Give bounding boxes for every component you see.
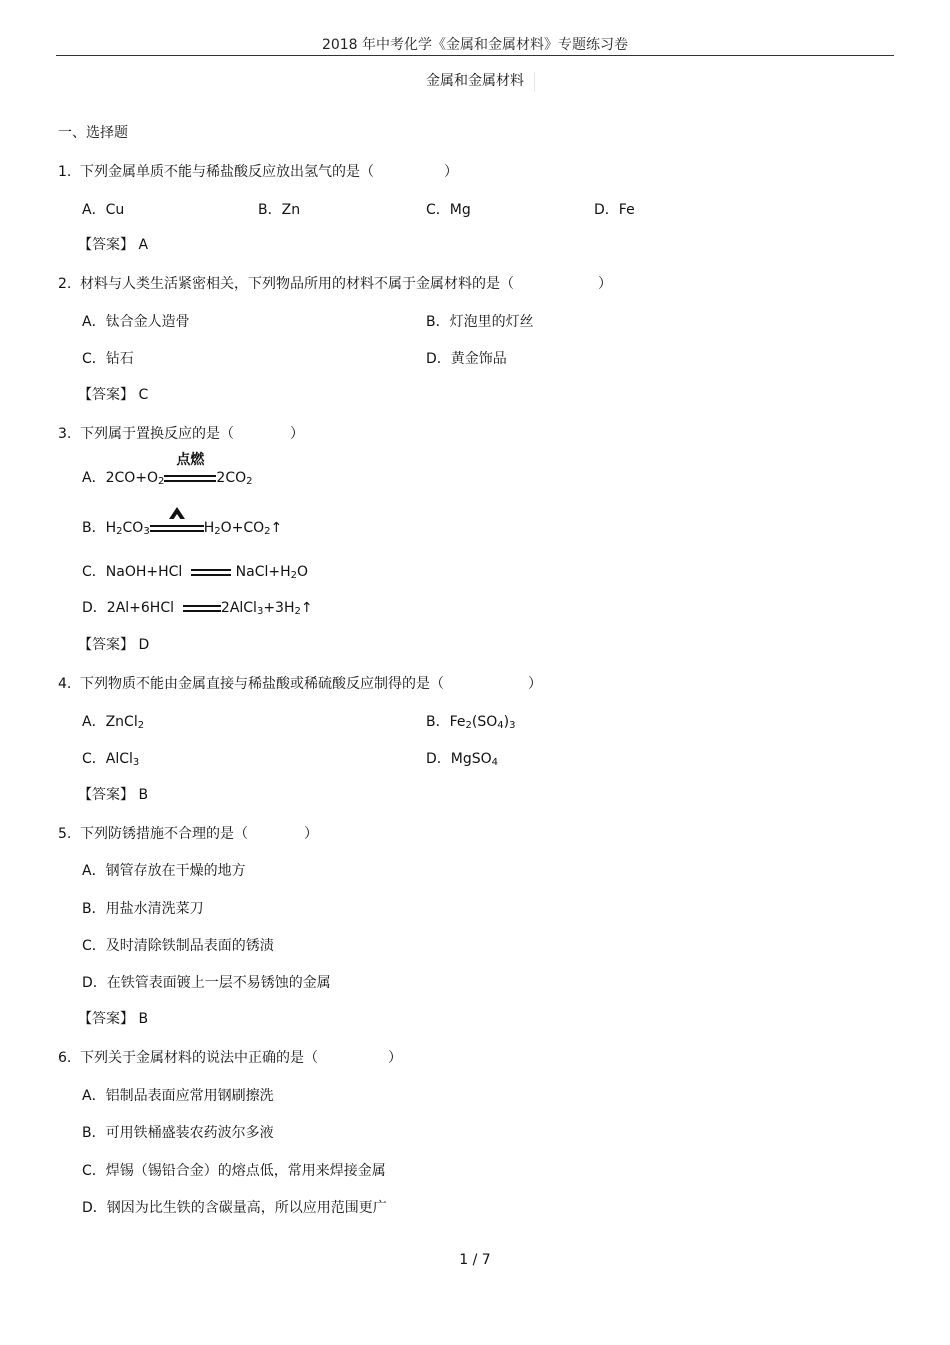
q5-option-d: D．在铁管表面镀上一层不易锈蚀的金属 — [82, 975, 331, 991]
document-subtitle: 金属和金属材料 — [426, 73, 524, 89]
double-line-sign — [164, 475, 216, 482]
question-text: 下列关于金属材料的说法中正确的是（ ） — [80, 1050, 402, 1066]
question-number: 5. — [58, 826, 72, 842]
section-heading: 一、选择题 — [58, 125, 128, 141]
question-2 — [58, 277, 612, 291]
q1-option-c: C．Mg — [426, 202, 471, 218]
question-3 — [58, 427, 304, 441]
answer-value: A — [138, 237, 149, 253]
q6-option-c: C．焊锡（锡铅合金）的熔点低，常用来焊接金属 — [82, 1163, 386, 1179]
question-text: 下列金属单质不能与稀盐酸反应放出氢气的是（ ） — [80, 164, 458, 180]
q4-option-a: A．ZnCl$_2$ — [82, 714, 145, 731]
gas-arrow-icon: ↑ — [300, 600, 313, 616]
question-number: 2. — [58, 276, 72, 292]
question-4 — [58, 677, 542, 691]
q3-option-d: D．2Al+6HCl $2AlCl_3+3H_2↑$ — [82, 600, 313, 617]
double-line-sign — [191, 569, 231, 576]
answer-label: 【答案】 — [78, 1011, 134, 1027]
answer-value: C — [138, 387, 149, 403]
question-number: 4. — [58, 676, 72, 692]
q1-option-a: A．Cu — [82, 202, 125, 218]
question-number: 3. — [58, 426, 72, 442]
q5-answer — [78, 1012, 148, 1026]
question-5 — [58, 827, 318, 841]
answer-label: 【答案】 — [78, 787, 134, 803]
document-header: 2018 年中考化学《金属和金属材料》专题练习卷 — [321, 37, 629, 53]
double-line-sign — [183, 605, 221, 612]
q3-option-a: A．$2CO+O_2$ 点燃 $2CO_2$ — [82, 452, 253, 487]
q1-option-b: B．Zn — [258, 202, 301, 218]
q2-answer — [78, 388, 148, 402]
q2-option-d: D．黄金饰品 — [426, 351, 507, 367]
q4-answer — [78, 788, 148, 802]
q2-option-c: C．钻石 — [82, 351, 134, 367]
equation-sign-heat — [150, 521, 204, 535]
q4-option-b: B．$Fe_2(SO_4)_3$ — [426, 714, 516, 731]
question-text: 材料与人类生活紧密相关，下列物品所用的材料不属于金属材料的是（ ） — [80, 276, 612, 292]
question-6 — [58, 1051, 402, 1065]
gas-arrow-icon: ↑ — [270, 520, 283, 536]
q1-option-d: D．Fe — [594, 202, 635, 218]
answer-label: 【答案】 — [78, 237, 134, 253]
q1-answer — [78, 238, 148, 252]
text-cursor-bar — [534, 72, 535, 92]
answer-value: B — [138, 1011, 149, 1027]
equation-sign-ignite — [164, 452, 216, 485]
q5-option-c: C．及时清除铁制品表面的锈渍 — [82, 938, 274, 954]
page-number: 1 / 7 — [459, 1252, 491, 1268]
q2-option-b: B．灯泡里的灯丝 — [426, 314, 534, 330]
answer-value: D — [138, 637, 150, 653]
answer-label: 【答案】 — [78, 387, 134, 403]
q6-option-d: D．钢因为比生铁的含碳量高，所以应用范围更广 — [82, 1200, 387, 1216]
question-text: 下列物质不能由金属直接与稀盐酸或稀硫酸反应制得的是（ ） — [80, 676, 542, 692]
q3-answer — [78, 638, 149, 652]
question-1 — [58, 165, 458, 179]
q3-option-c: C．NaOH+HCl $NaCl+H_2O$ — [82, 564, 309, 581]
q5-option-a: A．钢管存放在干燥的地方 — [82, 863, 246, 879]
question-number: 6. — [58, 1050, 72, 1066]
q5-option-b: B．用盐水清洗菜刀 — [82, 901, 204, 917]
question-number: 1. — [58, 164, 72, 180]
double-line-sign — [150, 525, 204, 532]
header-rule — [56, 55, 894, 56]
q2-option-a: A．钛合金人造骨 — [82, 314, 190, 330]
question-text: 下列属于置换反应的是（ ） — [80, 426, 304, 442]
condition-ignite-label: 点燃 — [176, 452, 205, 468]
answer-value: B — [138, 787, 149, 803]
q3-option-b: B．$H_2CO_3$ $H_2O+CO_2↑$ — [82, 521, 282, 537]
q4-option-c: C．AlCl$_3$ — [82, 751, 140, 768]
answer-label: 【答案】 — [78, 637, 134, 653]
q4-option-d: D．MgSO$_4$ — [426, 751, 499, 768]
question-text: 下列防锈措施不合理的是（ ） — [80, 826, 318, 842]
q6-option-a: A．铝制品表面应常用钢刷擦洗 — [82, 1088, 274, 1104]
q6-option-b: B．可用铁桶盛装农药波尔多液 — [82, 1125, 274, 1141]
